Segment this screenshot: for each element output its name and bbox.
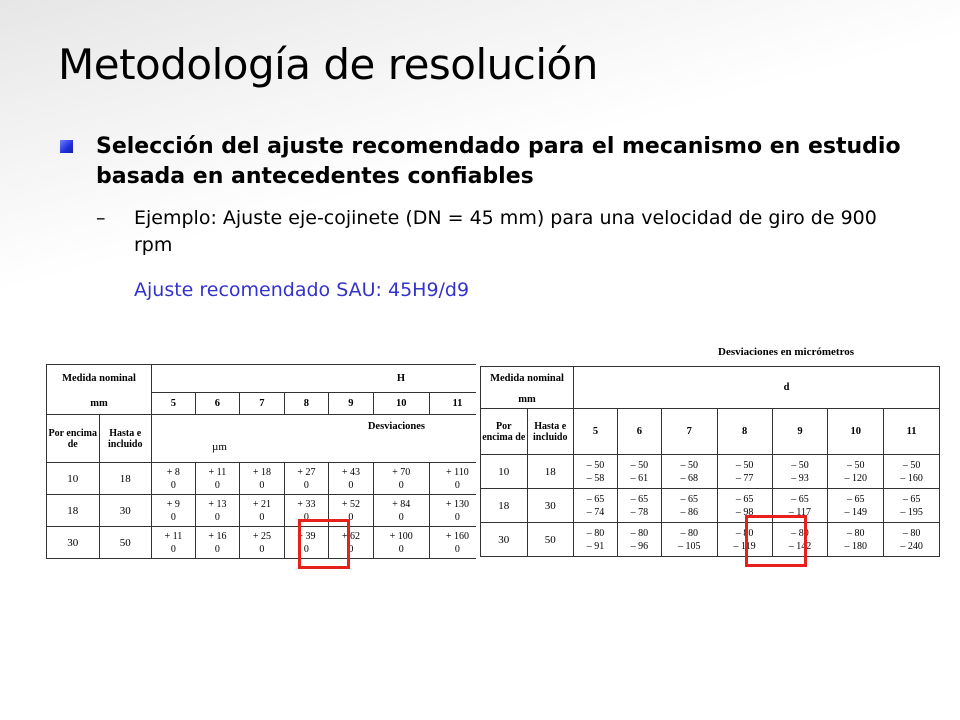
row-to-cell xyxy=(527,489,574,523)
row-to-cell xyxy=(99,495,152,527)
grade-cell: 11 xyxy=(884,409,940,455)
value-text: 0 xyxy=(214,511,220,523)
deviations-header xyxy=(152,415,486,463)
deviation-cell xyxy=(152,495,196,527)
deviation-cell xyxy=(240,463,285,495)
deviation-cell xyxy=(373,463,429,495)
value-text: – 78 xyxy=(630,506,649,518)
table-row xyxy=(47,495,486,527)
value-text: – 68 xyxy=(680,472,698,484)
row-to-cell xyxy=(99,463,152,495)
table-d-image xyxy=(476,362,923,568)
grade-cell: 5 xyxy=(574,409,618,455)
value-text: – 50 xyxy=(630,459,649,471)
deviation-cell xyxy=(195,527,240,559)
deviation-cell xyxy=(373,495,429,527)
value-text: 18 xyxy=(119,472,131,485)
grade-cell: 5 xyxy=(152,393,196,415)
header-por-encima: Por encima de xyxy=(481,409,528,455)
value-text: + 25 xyxy=(252,530,271,542)
table-d xyxy=(480,366,940,557)
grade-cell: 9 xyxy=(772,409,828,455)
value-text: – 91 xyxy=(586,540,605,552)
header-mm: mm xyxy=(47,393,152,415)
value-text: – 65 xyxy=(791,493,809,505)
grade-cell: 9 xyxy=(329,393,374,415)
value-text: 18 xyxy=(498,499,510,512)
row-from-cell xyxy=(47,495,100,527)
value-text: – 65 xyxy=(902,493,921,505)
value-text: + 62 xyxy=(341,530,360,542)
main-bullet-text: Selección del ajuste recomendado para el mecanismo en estudio basada en antecedentes confiables xyxy=(96,134,901,189)
highlight-h9-box xyxy=(298,519,350,569)
value-text: 10 xyxy=(498,465,510,478)
value-text: 0 xyxy=(303,511,309,523)
unit-label: µm xyxy=(212,441,227,453)
value-text: – 93 xyxy=(791,472,809,484)
deviation-cell xyxy=(617,455,661,489)
table-h xyxy=(46,364,486,559)
value-text: + 11 xyxy=(208,466,227,478)
grade-cell: 7 xyxy=(661,409,717,455)
deviation-cell xyxy=(240,495,285,527)
value-text: – 105 xyxy=(677,540,701,552)
value-text: + 16 xyxy=(208,530,227,542)
value-text: 0 xyxy=(170,511,176,523)
value-text: – 96 xyxy=(630,540,649,552)
value-text: – 50 xyxy=(680,459,698,471)
table-row xyxy=(481,523,940,557)
value-text: 0 xyxy=(398,511,404,523)
value-text: – 117 xyxy=(788,506,812,518)
value-text: – 61 xyxy=(630,472,649,484)
value-text: 0 xyxy=(170,479,176,491)
deviation-cell xyxy=(617,489,661,523)
table-h-image xyxy=(40,360,469,568)
value-text: + 27 xyxy=(297,466,316,478)
grade-cell: 8 xyxy=(284,393,329,415)
value-text: – 80 xyxy=(680,527,698,539)
deviation-cell xyxy=(152,527,196,559)
table-row xyxy=(47,463,486,495)
value-text: – 65 xyxy=(630,493,649,505)
square-bullet-icon xyxy=(60,140,73,153)
header-mm: mm xyxy=(481,391,574,409)
deviation-cell xyxy=(574,489,618,523)
value-text: – 65 xyxy=(680,493,698,505)
value-text: 18 xyxy=(67,504,79,517)
value-text: – 80 xyxy=(630,527,649,539)
value-text: + 160 xyxy=(445,530,469,542)
dash-bullet-icon: – xyxy=(96,207,106,229)
value-text: + 21 xyxy=(252,498,271,510)
value-text: – 50 xyxy=(586,459,605,471)
grade-cell: 10 xyxy=(373,393,429,415)
value-text: – 80 xyxy=(735,527,754,539)
main-bullet xyxy=(58,132,918,192)
value-text: + 9 xyxy=(166,498,180,510)
deviation-cell xyxy=(152,463,196,495)
header-letter: d xyxy=(574,367,940,409)
value-text: – 180 xyxy=(844,540,868,552)
value-text: 0 xyxy=(398,479,404,491)
sub-bullet-text: Ejemplo: Ajuste eje-cojinete (DN = 45 mm) para una velocidad de giro de 900 rpm xyxy=(134,207,877,256)
deviation-cell xyxy=(240,527,285,559)
grade-cell: 10 xyxy=(828,409,884,455)
deviation-cell xyxy=(772,455,828,489)
value-text: – 149 xyxy=(844,506,868,518)
grade-cell: 8 xyxy=(717,409,772,455)
value-text: 0 xyxy=(454,511,460,523)
value-text: 0 xyxy=(214,543,220,555)
table-row xyxy=(47,527,486,559)
value-text: – 65 xyxy=(735,493,754,505)
deviation-cell xyxy=(884,489,940,523)
value-text: 0 xyxy=(259,511,265,523)
value-text: – 77 xyxy=(735,472,754,484)
value-text: 30 xyxy=(67,536,79,549)
deviation-cell xyxy=(661,523,717,557)
value-text: – 50 xyxy=(735,459,754,471)
value-text: – 74 xyxy=(586,506,605,518)
header-nominal: Medida nominal xyxy=(481,367,574,391)
value-text: – 65 xyxy=(847,493,865,505)
table-row xyxy=(481,489,940,523)
value-text: + 13 xyxy=(208,498,227,510)
recommended-fit: Ajuste recomendado SAU: 45H9/d9 xyxy=(134,279,470,301)
row-from-cell xyxy=(481,523,528,557)
value-text: – 86 xyxy=(680,506,698,518)
value-text: 0 xyxy=(303,543,309,555)
deviation-cell xyxy=(661,455,717,489)
value-text: + 70 xyxy=(392,466,411,478)
value-text: + 8 xyxy=(166,466,180,478)
header-por-encima: Por encima de xyxy=(47,415,100,463)
deviation-cell xyxy=(661,489,717,523)
value-text: + 11 xyxy=(164,530,183,542)
grade-cell: 6 xyxy=(617,409,661,455)
deviation-cell xyxy=(884,523,940,557)
value-text: 30 xyxy=(544,499,556,512)
deviation-cell xyxy=(828,489,884,523)
value-text: – 80 xyxy=(791,527,809,539)
value-text: + 18 xyxy=(252,466,271,478)
value-text: + 33 xyxy=(297,498,316,510)
value-text: + 100 xyxy=(389,530,413,542)
value-text: – 142 xyxy=(788,540,812,552)
highlight-d9-box xyxy=(745,515,807,567)
value-text: 0 xyxy=(259,543,265,555)
deviation-cell xyxy=(195,495,240,527)
deviations-label: Desviaciones xyxy=(367,421,425,432)
header-nominal: Medida nominal xyxy=(47,365,152,393)
value-text: – 80 xyxy=(847,527,865,539)
value-text: 0 xyxy=(303,479,309,491)
value-text: – 58 xyxy=(586,472,605,484)
value-text: + 130 xyxy=(445,498,469,510)
header-hasta: Hasta e incluido xyxy=(99,415,152,463)
value-text: – 50 xyxy=(847,459,865,471)
value-text: – 119 xyxy=(733,540,756,552)
value-text: – 160 xyxy=(900,472,923,484)
value-text: – 50 xyxy=(791,459,809,471)
sub-bullet xyxy=(96,205,916,259)
value-text: + 52 xyxy=(341,498,360,510)
value-text: 0 xyxy=(454,543,460,555)
deviation-cell xyxy=(884,455,940,489)
value-text: 30 xyxy=(119,504,131,517)
value-text: + 39 xyxy=(297,530,316,542)
deviation-cell xyxy=(574,523,618,557)
value-text: 0 xyxy=(214,479,220,491)
slide-title: Metodología de resolución xyxy=(58,40,598,89)
value-text: 0 xyxy=(348,511,354,523)
deviation-cell xyxy=(828,523,884,557)
grade-cell: 6 xyxy=(195,393,240,415)
value-text: – 65 xyxy=(586,493,605,505)
value-text: 30 xyxy=(498,533,510,546)
value-text: – 240 xyxy=(900,540,923,552)
value-text: 18 xyxy=(544,465,556,478)
value-text: 0 xyxy=(454,479,460,491)
deviation-cell xyxy=(574,455,618,489)
grade-cell: 7 xyxy=(240,393,285,415)
row-from-cell xyxy=(47,463,100,495)
row-from-cell xyxy=(481,455,528,489)
value-text: – 80 xyxy=(902,527,921,539)
value-text: – 120 xyxy=(844,472,868,484)
deviation-cell xyxy=(617,523,661,557)
table-row xyxy=(481,455,940,489)
value-text: 0 xyxy=(348,543,354,555)
value-text: – 195 xyxy=(900,506,923,518)
row-to-cell xyxy=(527,455,574,489)
value-text: + 43 xyxy=(341,466,360,478)
deviation-cell xyxy=(329,463,374,495)
value-text: 50 xyxy=(544,533,556,546)
value-text: – 50 xyxy=(902,459,921,471)
value-text: 0 xyxy=(348,479,354,491)
table-d-caption: Desviaciones en micrómetros xyxy=(718,346,855,358)
deviation-cell xyxy=(828,455,884,489)
value-text: – 80 xyxy=(586,527,605,539)
row-to-cell xyxy=(527,523,574,557)
header-letter: H xyxy=(152,365,486,393)
value-text: 10 xyxy=(67,472,79,485)
deviation-cell xyxy=(717,455,772,489)
value-text: + 110 xyxy=(446,466,469,478)
deviation-cell xyxy=(195,463,240,495)
header-hasta: Hasta e incluido xyxy=(527,409,574,455)
value-text: – 98 xyxy=(735,506,754,518)
deviation-cell xyxy=(373,527,429,559)
grade-cell: 11 xyxy=(429,393,485,415)
value-text: + 84 xyxy=(392,498,411,510)
row-to-cell xyxy=(99,527,152,559)
deviation-cell xyxy=(284,463,329,495)
value-text: 50 xyxy=(119,536,131,549)
value-text: 0 xyxy=(170,543,176,555)
row-from-cell xyxy=(47,527,100,559)
value-text: 0 xyxy=(259,479,265,491)
value-text: 0 xyxy=(398,543,404,555)
row-from-cell xyxy=(481,489,528,523)
